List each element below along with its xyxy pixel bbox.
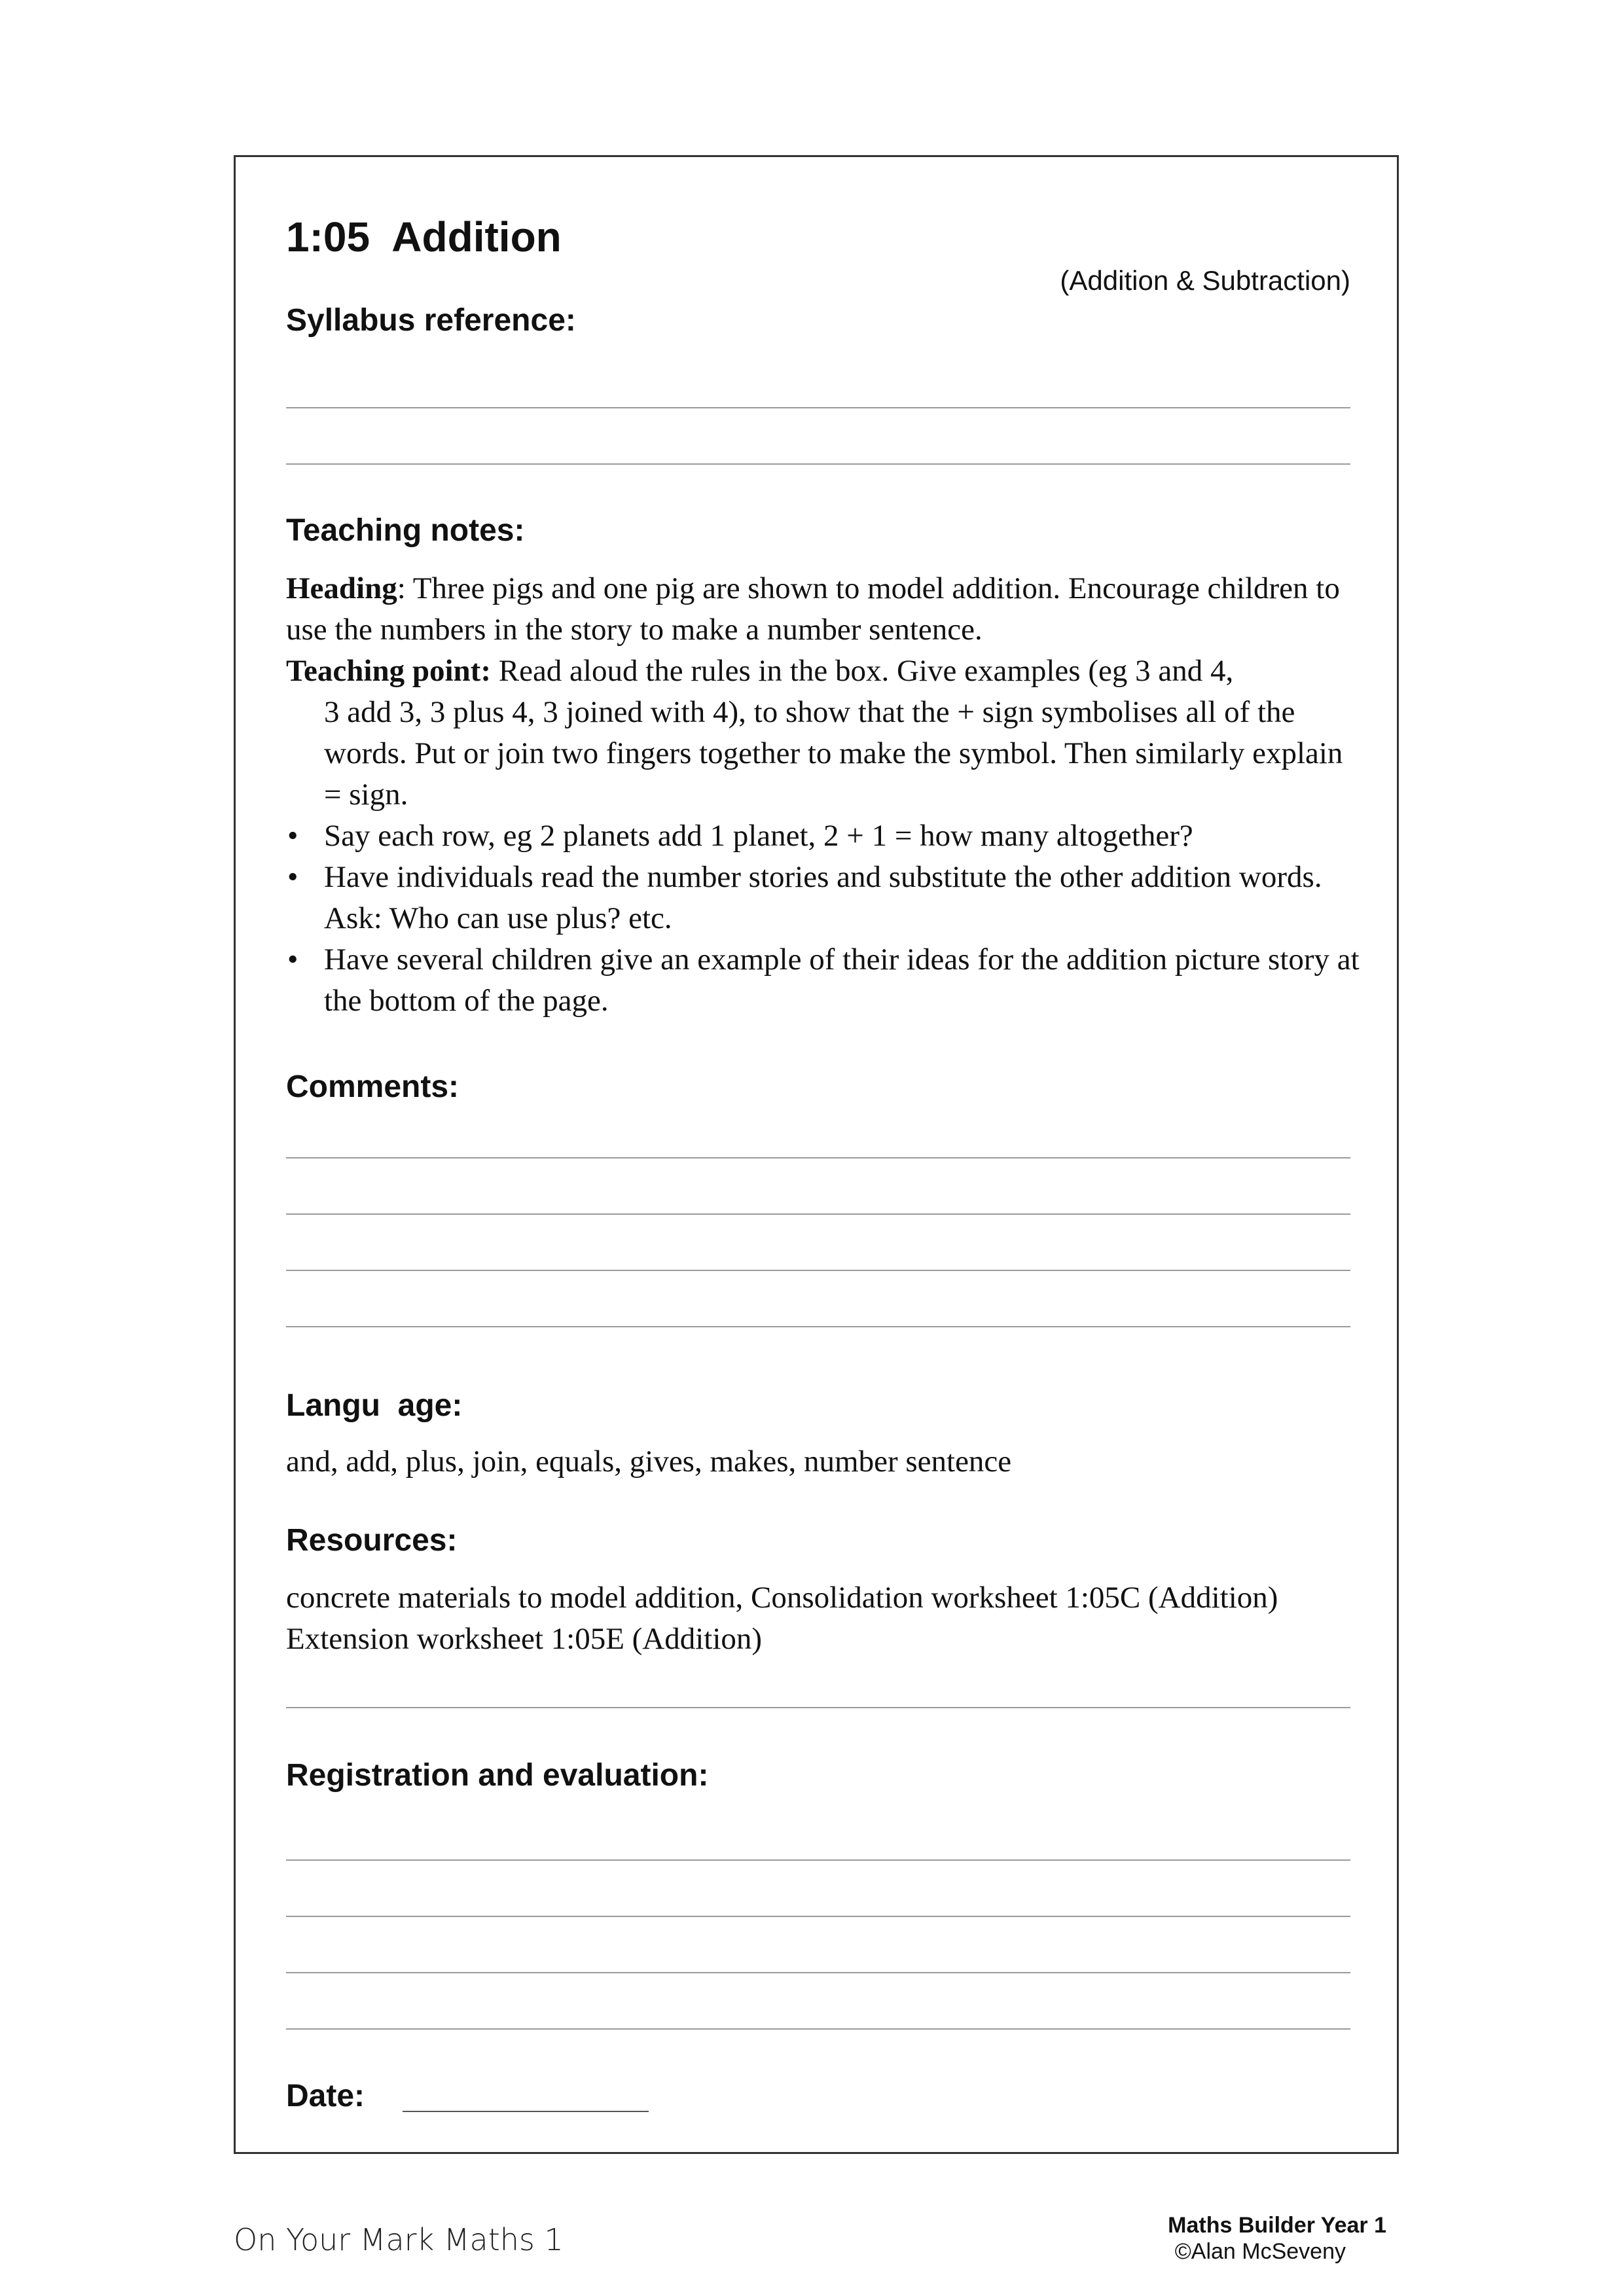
- teaching-point: [286, 651, 1360, 692]
- bullet-item: • Have several children give an example of their ideas for the addition picture story at the bottom of the page.: [286, 939, 1360, 1022]
- registration-line-4: [286, 2028, 1350, 2030]
- syllabus-heading: Syllabus reference:: [286, 303, 576, 338]
- registration-line-1: [286, 1859, 1350, 1861]
- resources-line: concrete materials to model addition, Consolidation worksheet 1:05C (Addition): [286, 1581, 1278, 1615]
- teaching-point-label: Teaching point:: [286, 654, 491, 688]
- comments-line-3: [286, 1270, 1350, 1271]
- comments-line-2: [286, 1213, 1350, 1215]
- syllabus-line-2: [286, 463, 1350, 465]
- page-title: 1:05 Addition: [286, 213, 562, 260]
- heading-note: [286, 568, 1360, 651]
- registration-heading: Registration and evaluation:: [286, 1758, 709, 1793]
- registration-line-3: [286, 1972, 1350, 1973]
- teaching-point-continued: 3 add 3, 3 plus 4, 3 joined with 4), to show that the + sign symbolises all of the words. Put or join two fingers together to make the symbol. Then similarly explain = sign.: [324, 695, 1343, 812]
- comments-line-1: [286, 1157, 1350, 1158]
- bullet-item: • Say each row, eg 2 planets add 1 planet, 2 + 1 = how many altogether?: [286, 816, 1360, 857]
- resources-heading: Resources:: [286, 1523, 458, 1558]
- teaching-point-text: Read aloud the rules in the box. Give examples (eg 3 and 4,: [490, 654, 1234, 688]
- footer-book-title: Maths Builder Year 1: [1168, 2213, 1386, 2238]
- date-label: Date:: [286, 2079, 365, 2113]
- footer-series-title: On Your Mark Maths 1: [234, 2222, 564, 2257]
- footer-credits: [1168, 2212, 1386, 2265]
- syllabus-line-1: [286, 407, 1350, 408]
- teaching-notes-heading: Teaching notes:: [286, 513, 525, 548]
- bullet-item: • Have individuals read the number stories and substitute the other addition words. Ask: Who can use plus? etc.: [286, 857, 1360, 939]
- resources-line: Extension worksheet 1:05E (Addition): [286, 1622, 763, 1656]
- strand-label: (Addition & Subtraction): [1060, 265, 1350, 296]
- resources-line-rule: [286, 1707, 1350, 1708]
- footer-copyright: ©Alan McSeveny: [1174, 2239, 1346, 2264]
- language-text: and, add, plus, join, equals, gives, makes, number sentence: [286, 1444, 1012, 1479]
- registration-line-2: [286, 1916, 1350, 1917]
- language-heading: Langu age:: [286, 1388, 463, 1423]
- teaching-notes-body: [286, 568, 1360, 1022]
- page-border: [234, 155, 1399, 2154]
- comments-heading: Comments:: [286, 1069, 460, 1104]
- resources-body: [286, 1577, 1360, 1660]
- comments-line-4: [286, 1326, 1350, 1327]
- heading-note-label: Heading: [286, 571, 397, 605]
- heading-note-text: : Three pigs and one pig are shown to model addition. Encourage children to use the numbers in the story to make a number sentence.: [286, 571, 1340, 647]
- date-field-line: [403, 2111, 649, 2112]
